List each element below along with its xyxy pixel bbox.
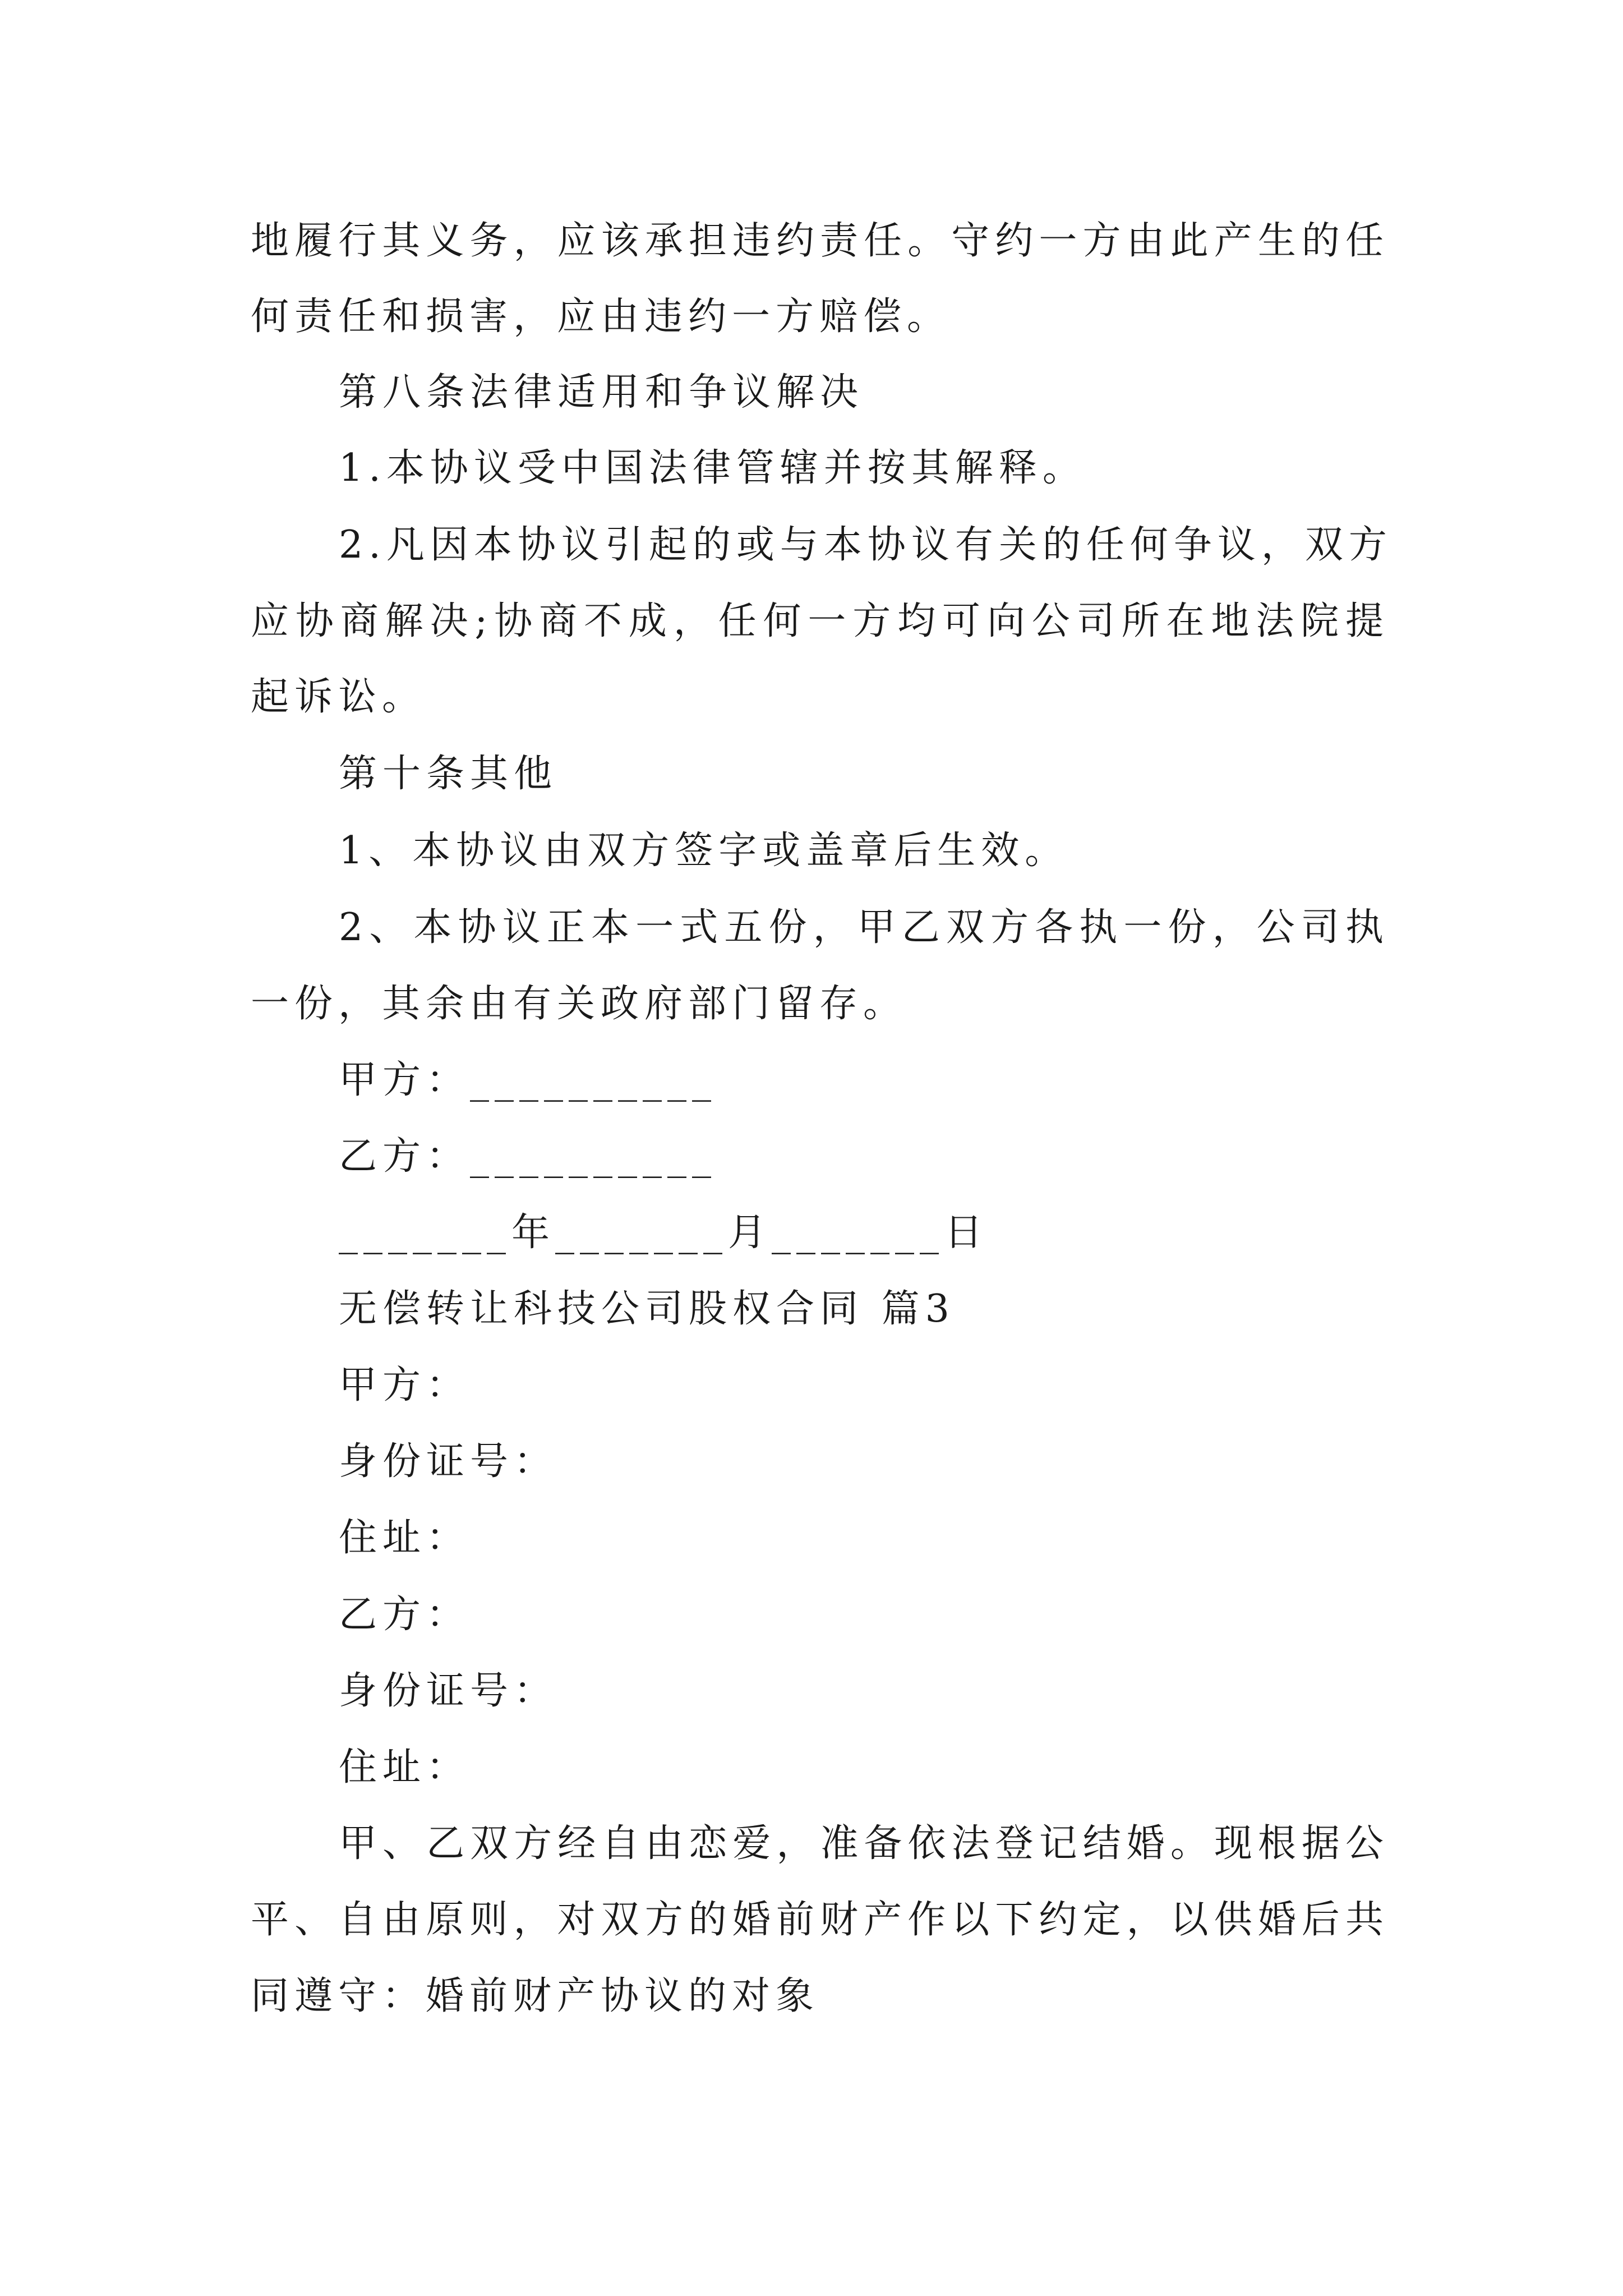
party-a-label: 甲方： xyxy=(339,1363,471,1407)
paragraph-line: 平、自由原则，对双方的婚前财产作以下约定，以供婚后共 xyxy=(251,1898,1389,1942)
paragraph-line: 起诉讼。 xyxy=(251,675,426,719)
party-b-signature-line: 乙方：__________ xyxy=(339,1134,717,1179)
contract-title: 无偿转让科技公司股权合同 篇3 xyxy=(339,1287,955,1331)
party-a-signature-line: 甲方：__________ xyxy=(339,1058,717,1102)
party-b-label: 乙方： xyxy=(339,1593,471,1637)
party-b-id-label: 身份证号： xyxy=(339,1669,558,1713)
section-heading: 第十条其他 xyxy=(339,752,558,796)
party-b-address-label: 住址： xyxy=(339,1745,471,1789)
clause-item: 1.本协议受中国法律管辖并按其解释。 xyxy=(339,446,1086,490)
clause-item: 2.凡因本协议引起的或与本协议有关的任何争议，双方 xyxy=(339,523,1393,567)
party-a-address-label: 住址： xyxy=(339,1516,471,1560)
section-heading: 第八条法律适用和争议解决 xyxy=(339,370,864,415)
paragraph-line: 何责任和损害，应由违约一方赔偿。 xyxy=(251,295,951,339)
party-a-id-label: 身份证号： xyxy=(339,1439,558,1484)
clause-item: 1、本协议由双方签字或盖章后生效。 xyxy=(339,829,1069,873)
clause-item: 2、本协议正本一式五份，甲乙双方各执一份，公司执 xyxy=(339,905,1389,950)
paragraph-line: 甲、乙双方经自由恋爱，准备依法登记结婚。现根据公 xyxy=(339,1821,1389,1866)
paragraph-line: 应协商解决;协商不成，任何一方均可向公司所在地法院提 xyxy=(251,599,1389,643)
paragraph-line: 地履行其义务，应该承担违约责任。守约一方由此产生的任 xyxy=(251,219,1389,263)
date-line: _______年_______月_______日 xyxy=(339,1211,989,1255)
paragraph-line: 一份，其余由有关政府部门留存。 xyxy=(251,982,907,1026)
paragraph-line: 同遵守：婚前财产协议的对象 xyxy=(251,1974,820,2018)
